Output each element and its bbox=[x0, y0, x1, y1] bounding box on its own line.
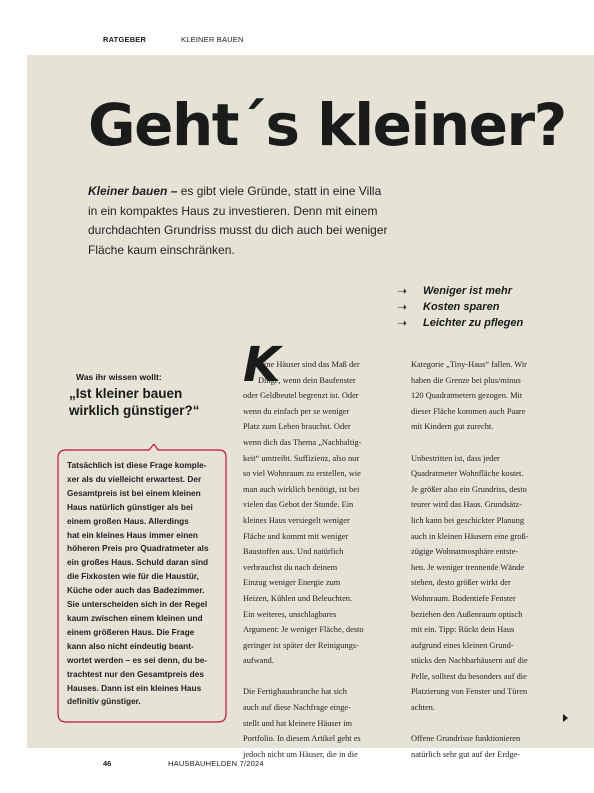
body-column-2 bbox=[411, 357, 528, 762]
sidebar-answer bbox=[67, 459, 225, 709]
intro-line: Fläche kaum einschränken. bbox=[88, 242, 235, 257]
paragraph-gap bbox=[243, 669, 364, 685]
body-line: keit“ umtreibt. Suffizienz, also nur bbox=[243, 453, 360, 463]
body-line: stehen, desto größer wirkt der bbox=[411, 578, 511, 588]
paragraph-gap bbox=[411, 435, 528, 451]
body-line: Je größer also ein Grundriss, desto bbox=[411, 484, 527, 494]
key-point-label: Weniger ist mehr bbox=[423, 285, 513, 297]
magazine-issue: HAUSBAUHELDEN 7/2024 bbox=[168, 759, 264, 768]
body-line: hen. Je weniger trennende Wände bbox=[411, 562, 525, 572]
body-line: dieser Fläche kommen auch Paare bbox=[411, 406, 526, 416]
answer-line: ein großes Haus. Schuld daran sind bbox=[67, 557, 209, 568]
answer-line: einem großen Haus. Allerdings bbox=[67, 515, 189, 526]
body-line: Platzierung von Fenster und Türen bbox=[411, 687, 528, 697]
drop-cap: K bbox=[243, 337, 281, 393]
body-line: mit Kindern gut zurecht. bbox=[411, 422, 494, 432]
intro-line: durchdachten Grundriss musst du dich auch bei weniger bbox=[88, 223, 388, 237]
body-line: zügige Wohnatmosphäre entste- bbox=[411, 547, 519, 557]
body-line: teurer wird das Haus. Grundsätz- bbox=[411, 500, 522, 510]
answer-line: wortet werden – es sei denn, du be- bbox=[67, 654, 208, 665]
key-points-list bbox=[397, 283, 523, 331]
answer-line: Gesamtpreis ist bei einem kleinen bbox=[67, 487, 201, 498]
body-line: aufwand. bbox=[243, 656, 274, 666]
body-line: Heizen, Kühlen und Beleuchten. bbox=[243, 593, 353, 603]
page-number: 46 bbox=[103, 759, 112, 768]
body-line: so viel Wohnraum zu erstellen, wie bbox=[243, 469, 361, 479]
body-column-1-rest bbox=[243, 388, 364, 762]
body-line: natürlich sehr gut auf der Erdge- bbox=[411, 749, 521, 759]
body-line: jedoch nicht um Häuser, die in die bbox=[243, 749, 358, 759]
body-line: lich kann bei geschickter Planung bbox=[411, 515, 525, 525]
body-line: stellt und hat kleinere Häuser im bbox=[243, 718, 353, 728]
headline: Geht´s kleiner? bbox=[88, 91, 566, 159]
paragraph-gap bbox=[411, 716, 528, 732]
body-line: wenn du einfach per se weniger bbox=[243, 406, 350, 416]
body-line: Pelle, solltest du besonders auf die bbox=[411, 671, 527, 681]
sidebar-kicker: Was ihr wissen wollt: bbox=[76, 372, 162, 382]
intro-line: in ein kompaktes Haus zu investieren. Denn mit einem bbox=[88, 203, 378, 218]
arrow-right-icon: ➝ bbox=[397, 316, 408, 330]
answer-line: Sie unterscheiden sich in der Regel bbox=[67, 599, 208, 610]
body-line: aufgrund eines kleinen Grund- bbox=[411, 640, 514, 650]
intro-line: es gibt viele Gründe, statt in eine Villa bbox=[177, 184, 382, 198]
key-point bbox=[397, 315, 523, 331]
body-line: Portfolio. In diesem Artikel geht es bbox=[243, 734, 361, 744]
body-line: leine Häuser sind das Maß der bbox=[258, 360, 360, 369]
body-line: achten. bbox=[411, 703, 435, 713]
body-line: Platz zum Leben brauchst. Oder bbox=[243, 422, 351, 432]
key-point-label: Kosten sparen bbox=[423, 301, 500, 313]
answer-line: kaum zwischen einem kleinen und bbox=[67, 612, 203, 623]
key-point-label: Leichter zu pflegen bbox=[423, 317, 524, 329]
body-line: vielen das Gebot der Stunde. Ein bbox=[243, 500, 354, 510]
answer-line: trachtest nur den Gesamtpreis des bbox=[67, 668, 204, 679]
intro-paragraph bbox=[88, 182, 388, 260]
body-line: 120 Quadratmetern gezogen. Mit bbox=[411, 391, 523, 401]
body-line: oder Geldbeutel begrenzt ist. Oder bbox=[243, 391, 359, 401]
body-line: Offene Grundrisse funktionieren bbox=[411, 734, 521, 744]
answer-line: höheren Preis pro Quadratmeter als bbox=[67, 543, 209, 554]
body-line: stücks den Nachbarhäusern auf die bbox=[411, 656, 528, 666]
body-line: Kategorie „Tiny-Haus“ fallen. Wir bbox=[411, 360, 527, 369]
body-line: Die Fertighausbranche hat sich bbox=[243, 687, 347, 697]
body-line: geringer ist später der Reinigungs- bbox=[243, 640, 359, 650]
key-point bbox=[397, 283, 523, 299]
body-line: Baustoffen aus. Und natürlich bbox=[243, 547, 344, 557]
answer-line: einem größeren Haus. Die Frage bbox=[67, 626, 195, 637]
answer-line: Hauses. Dann ist ein kleines Haus bbox=[67, 682, 202, 693]
body-line: auch auf diese Nachfrage einge- bbox=[243, 703, 351, 713]
page-header bbox=[0, 0, 594, 55]
intro-lead: Kleiner bauen – bbox=[88, 184, 178, 198]
body-line: verbrauchst du nach deinem bbox=[243, 562, 338, 572]
answer-line: Küche oder auch das Badezimmer. bbox=[67, 585, 205, 596]
body-line: man auch wirklich benötigt, ist bei bbox=[243, 484, 360, 494]
answer-line: kann also nicht eindeutig beant- bbox=[67, 640, 194, 651]
body-line: Ein weiteres, unschlagbares bbox=[243, 609, 337, 619]
body-line: Argument: Je weniger Fläche, desto bbox=[243, 625, 364, 635]
body-column-1 bbox=[258, 357, 360, 388]
answer-line: xer als du vielleicht erwartest. Der bbox=[67, 473, 202, 484]
answer-line: hat ein kleines Haus immer einen bbox=[67, 529, 198, 540]
body-line: wenn dich das Thema „Nachhaltig- bbox=[243, 437, 362, 447]
continue-arrow-icon bbox=[563, 714, 568, 722]
body-line: mit ein. Tipp: Rückt dein Haus bbox=[411, 625, 515, 635]
body-line: beziehen den Außenraum optisch bbox=[411, 609, 523, 619]
section-label: RATGEBER bbox=[103, 35, 147, 44]
body-line: kleines Haus versiegelt weniger bbox=[243, 515, 350, 525]
answer-line: Tatsächlich ist diese Frage komple- bbox=[67, 460, 207, 470]
answer-line: die Fixkosten wie für die Haustür, bbox=[67, 571, 199, 582]
body-line: haben die Grenze bei plus/minus bbox=[411, 375, 521, 385]
body-line: Unbestritten ist, dass jeder bbox=[411, 453, 500, 463]
sidebar-question: „Ist kleiner bauen wirklich günstiger?“ bbox=[69, 386, 200, 418]
body-line: Fläche und kommt mit weniger bbox=[243, 531, 349, 541]
arrow-right-icon: ➝ bbox=[397, 300, 408, 314]
body-line: Quadratmeter Wohnfläche kostet. bbox=[411, 469, 524, 479]
subsection-label: KLEINER BAUEN bbox=[181, 35, 244, 44]
answer-line: definitiv günstiger. bbox=[67, 696, 141, 707]
body-line: auch in kleinen Häusern eine groß- bbox=[411, 531, 529, 541]
body-line: Dinge, wenn dein Baufenster bbox=[258, 375, 356, 385]
body-line: Wohnraum. Bodentiefe Fenster bbox=[411, 593, 516, 603]
answer-line: Haus natürlich günstiger als bei bbox=[67, 501, 193, 512]
arrow-right-icon: ➝ bbox=[397, 284, 408, 298]
key-point bbox=[397, 299, 523, 315]
body-line: Einzug weniger Energie zum bbox=[243, 578, 341, 588]
